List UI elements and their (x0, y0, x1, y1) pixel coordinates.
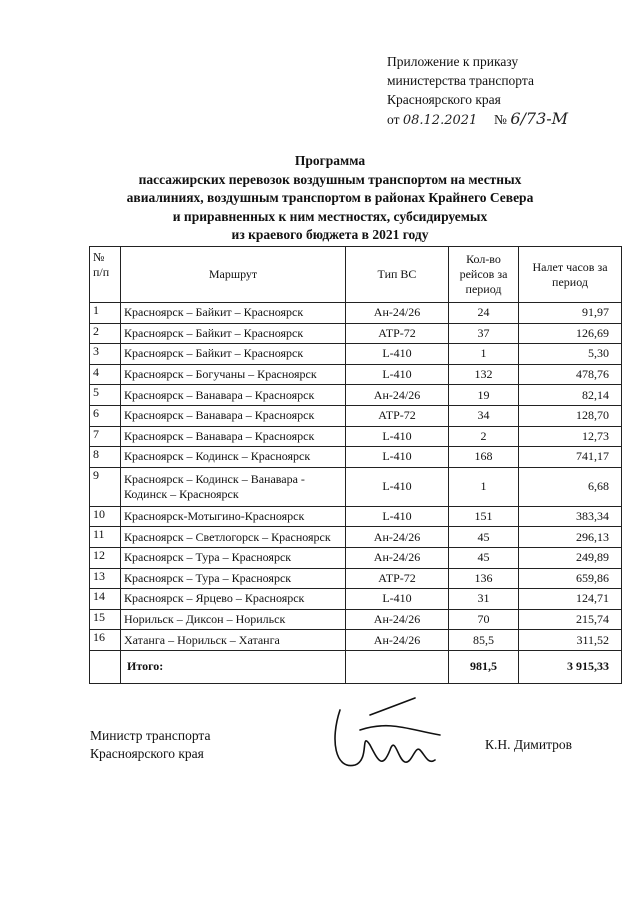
row-aircraft-type: АТР-72 (346, 568, 449, 589)
table-row (90, 344, 622, 365)
total-count: 981,5 (449, 650, 519, 683)
table-row (90, 589, 622, 610)
row-flight-hours: 91,97 (519, 303, 622, 324)
row-aircraft-type: Ан-24/26 (346, 609, 449, 630)
row-route: Красноярск – Ванавара – Красноярск (121, 405, 346, 426)
document-title (100, 152, 560, 245)
row-flight-count: 24 (449, 303, 519, 324)
row-aircraft-type: АТР-72 (346, 323, 449, 344)
row-aircraft-type: Ан-24/26 (346, 385, 449, 406)
row-aircraft-type: Ан-24/26 (346, 630, 449, 651)
header-route: Маршрут (121, 247, 346, 303)
table-row (90, 385, 622, 406)
row-flight-count: 34 (449, 405, 519, 426)
row-aircraft-type: Ан-24/26 (346, 527, 449, 548)
row-flight-hours: 6,68 (519, 467, 622, 506)
row-flight-hours: 215,74 (519, 609, 622, 630)
row-number: 5 (90, 385, 121, 406)
handwritten-date: 08.12.2021 (402, 113, 478, 128)
row-flight-hours: 126,69 (519, 323, 622, 344)
date-prefix: от (387, 112, 400, 127)
row-number: 12 (90, 547, 121, 568)
table-header-row (90, 247, 622, 303)
row-number: 7 (90, 426, 121, 447)
row-flight-hours: 311,52 (519, 630, 622, 651)
row-flight-hours: 741,17 (519, 447, 622, 468)
header-type: Тип ВС (346, 247, 449, 303)
table-row (90, 547, 622, 568)
row-route: Красноярск – Байкит – Красноярск (121, 303, 346, 324)
table-row (90, 405, 622, 426)
appendix-date-number-line (387, 109, 568, 130)
row-flight-count: 37 (449, 323, 519, 344)
position-line-2: Красноярского края (90, 746, 204, 761)
row-flight-count: 31 (449, 589, 519, 610)
header-hours: Налет часов за период (519, 247, 622, 303)
row-number: 13 (90, 568, 121, 589)
row-route: Красноярск – Ярцево – Красноярск (121, 589, 346, 610)
routes-table (89, 246, 622, 684)
row-flight-hours: 5,30 (519, 344, 622, 365)
row-flight-hours: 82,14 (519, 385, 622, 406)
row-flight-hours: 124,71 (519, 589, 622, 610)
handwritten-number: 6/73-M (510, 109, 569, 128)
row-number: 9 (90, 467, 121, 506)
header-num: № п/п (90, 247, 121, 303)
row-flight-count: 45 (449, 527, 519, 548)
row-route: Красноярск – Байкит – Красноярск (121, 323, 346, 344)
row-route: Красноярск – Тура – Красноярск (121, 547, 346, 568)
row-route: Красноярск – Светлогорск – Красноярск (121, 527, 346, 548)
signer-name: К.Н. Димитров (485, 737, 573, 752)
title-line-4: и приравненных к ним местностях, субсидируемых (172, 208, 488, 224)
row-flight-count: 2 (449, 426, 519, 447)
row-route: Норильск – Диксон – Норильск (121, 609, 346, 630)
row-flight-hours: 383,34 (519, 506, 622, 527)
row-flight-hours: 128,70 (519, 405, 622, 426)
title-line-2: пассажирских перевозок воздушным транспортом на местных (138, 171, 522, 187)
row-flight-hours: 12,73 (519, 426, 622, 447)
row-flight-count: 168 (449, 447, 519, 468)
row-route: Красноярск – Тура – Красноярск (121, 568, 346, 589)
row-aircraft-type: Ан-24/26 (346, 303, 449, 324)
row-flight-count: 85,5 (449, 630, 519, 651)
row-number: 14 (90, 589, 121, 610)
table-row (90, 426, 622, 447)
row-aircraft-type: L-410 (346, 467, 449, 506)
row-number: 16 (90, 630, 121, 651)
row-number: 4 (90, 364, 121, 385)
appendix-line-3: Красноярского края (387, 92, 501, 107)
row-number: 2 (90, 323, 121, 344)
row-flight-count: 151 (449, 506, 519, 527)
row-number: 15 (90, 609, 121, 630)
header-count: Кол-во рейсов за период (449, 247, 519, 303)
number-prefix: № (494, 112, 507, 127)
row-flight-count: 1 (449, 344, 519, 365)
table-row (90, 527, 622, 548)
row-number: 10 (90, 506, 121, 527)
row-number: 8 (90, 447, 121, 468)
row-aircraft-type: L-410 (346, 426, 449, 447)
row-flight-hours: 478,76 (519, 364, 622, 385)
row-aircraft-type: L-410 (346, 589, 449, 610)
row-number: 3 (90, 344, 121, 365)
total-hours: 3 915,33 (519, 650, 622, 683)
row-route: Красноярск – Кодинск – Красноярск (121, 447, 346, 468)
total-row (90, 650, 622, 683)
table-row (90, 323, 622, 344)
row-aircraft-type: Ан-24/26 (346, 547, 449, 568)
position-line-1: Министр транспорта (90, 728, 211, 743)
row-route: Красноярск – Байкит – Красноярск (121, 344, 346, 365)
appendix-line-1: Приложение к приказу (387, 54, 519, 69)
row-flight-count: 70 (449, 609, 519, 630)
appendix-line-2: министерства транспорта (387, 73, 534, 88)
row-route: Красноярск – Богучаны – Красноярск (121, 364, 346, 385)
table-row (90, 303, 622, 324)
row-flight-hours: 249,89 (519, 547, 622, 568)
title-line-1: Программа (294, 153, 366, 168)
row-number: 1 (90, 303, 121, 324)
row-route: Хатанга – Норильск – Хатанга (121, 630, 346, 651)
row-number: 6 (90, 405, 121, 426)
total-label: Итого: (121, 650, 346, 683)
row-flight-count: 19 (449, 385, 519, 406)
row-flight-count: 132 (449, 364, 519, 385)
row-aircraft-type: L-410 (346, 506, 449, 527)
row-flight-count: 136 (449, 568, 519, 589)
row-route: Красноярск – Кодинск – Ванавара - Кодинск – Красноярск (121, 467, 346, 506)
table-row (90, 630, 622, 651)
row-route: Красноярск – Ванавара – Красноярск (121, 385, 346, 406)
minister-position (90, 727, 211, 763)
row-aircraft-type: АТР-72 (346, 405, 449, 426)
row-aircraft-type: L-410 (346, 364, 449, 385)
row-flight-count: 1 (449, 467, 519, 506)
appendix-block (387, 52, 568, 130)
row-route: Красноярск – Ванавара – Красноярск (121, 426, 346, 447)
row-flight-count: 45 (449, 547, 519, 568)
row-number: 11 (90, 527, 121, 548)
handwritten-signature (300, 690, 450, 790)
table-row (90, 467, 622, 506)
row-aircraft-type: L-410 (346, 344, 449, 365)
row-flight-hours: 296,13 (519, 527, 622, 548)
row-route: Красноярск-Мотыгино-Красноярск (121, 506, 346, 527)
table-row (90, 364, 622, 385)
table-row (90, 568, 622, 589)
table-row (90, 506, 622, 527)
row-aircraft-type: L-410 (346, 447, 449, 468)
row-flight-hours: 659,86 (519, 568, 622, 589)
title-line-3: авиалиниях, воздушным транспортом в районах Крайнего Севера (126, 190, 534, 205)
table-row (90, 447, 622, 468)
title-line-5: из краевого бюджета в 2021 году (231, 227, 429, 242)
table-row (90, 609, 622, 630)
